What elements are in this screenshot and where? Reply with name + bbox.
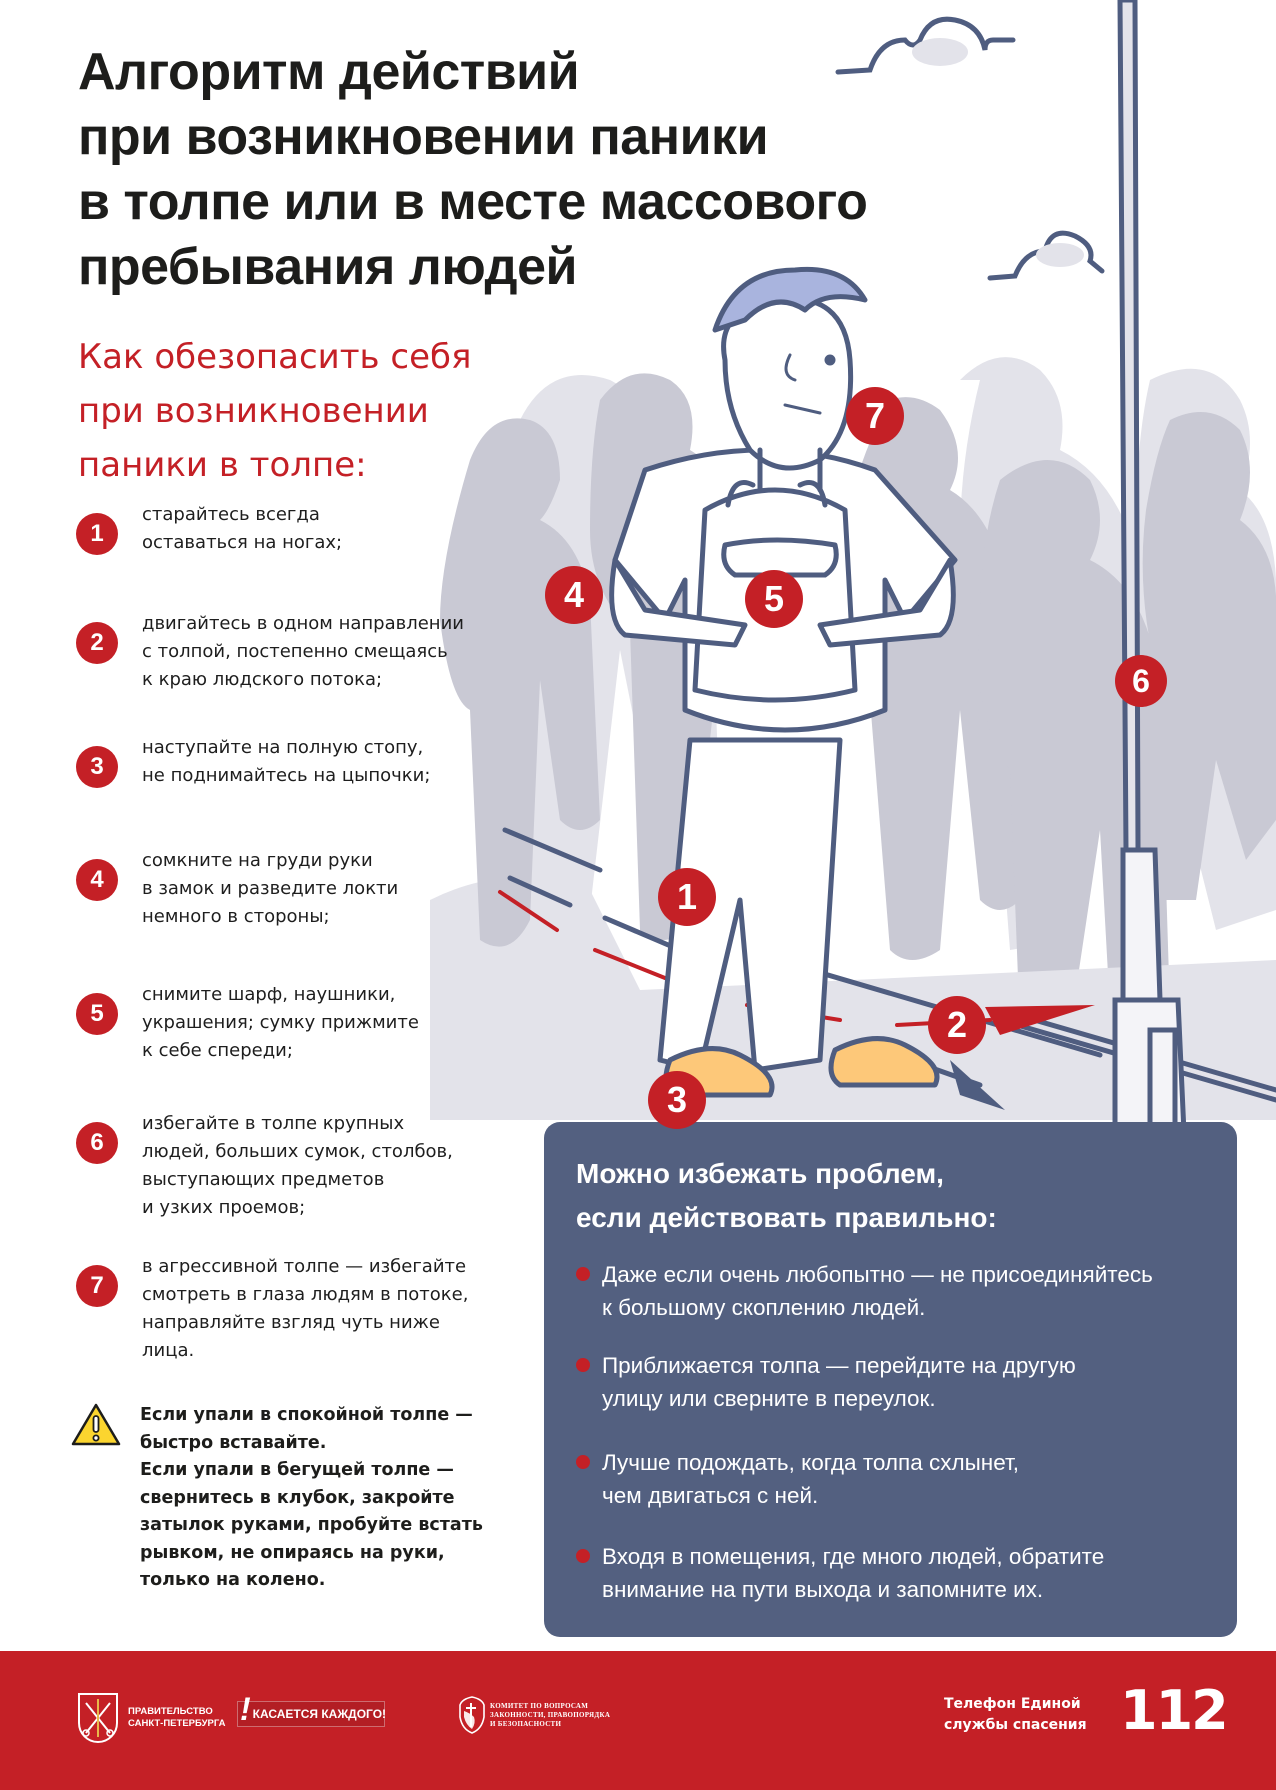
panel-item-line: Даже если очень любопытно — не присоединяйтесь bbox=[602, 1262, 1153, 1287]
emergency-service-label bbox=[944, 1694, 1087, 1736]
title-line: Алгоритм действий bbox=[78, 43, 580, 101]
step-text-line: снимите шарф, наушники, bbox=[142, 984, 396, 1005]
committee-label-line: И БЕЗОПАСНОСТИ bbox=[490, 1719, 562, 1728]
title-line: при возникновении паники bbox=[78, 108, 769, 166]
illustration-badge-6: 6 bbox=[1115, 655, 1167, 707]
step-text bbox=[142, 981, 522, 1065]
step-number-badge: 3 bbox=[76, 746, 118, 788]
step-text-line: наступайте на полную стопу, bbox=[142, 737, 424, 758]
bullet-dot-icon bbox=[576, 1549, 590, 1563]
warning-line: только на колено. bbox=[140, 1570, 326, 1590]
warning-line: свернитесь в клубок, закройте bbox=[140, 1487, 455, 1508]
panel-title-line: если действовать правильно: bbox=[576, 1202, 997, 1233]
gov-label-line: САНКТ-ПЕТЕРБУРГА bbox=[128, 1718, 226, 1729]
subtitle-line: паники в толпе: bbox=[78, 445, 367, 485]
step-text-line: к краю людского потока; bbox=[142, 669, 383, 690]
step-text-line: в агрессивной толпе — избегайте bbox=[142, 1256, 467, 1277]
step-text-line: с толпой, постепенно смещаясь bbox=[142, 641, 448, 662]
title-line: пребывания людей bbox=[78, 238, 577, 296]
crossed-anchors-icon bbox=[80, 1695, 116, 1741]
step-text-line: оставаться на ногах; bbox=[142, 532, 343, 553]
illustration-badge-3: 3 bbox=[648, 1071, 706, 1129]
illustration-badge-5: 5 bbox=[745, 570, 803, 628]
footer-bar bbox=[0, 1651, 1276, 1790]
panel-item-line: Входя в помещения, где много людей, обратите bbox=[602, 1544, 1105, 1569]
campaign-logo bbox=[237, 1691, 387, 1727]
step-number-badge: 4 bbox=[76, 859, 118, 901]
page-title bbox=[78, 40, 867, 300]
campaign-label: КАСАЕТСЯ КАЖДОГО! bbox=[252, 1707, 387, 1721]
subtitle-line: Как обезопасить себя bbox=[78, 337, 472, 377]
spb-government-logo bbox=[78, 1693, 225, 1743]
step-text bbox=[142, 610, 522, 694]
phone-label-line: Телефон Единой bbox=[944, 1696, 1081, 1712]
step-number-badge: 1 bbox=[76, 513, 118, 555]
step-text-line: немного в стороны; bbox=[142, 906, 330, 927]
committee-label bbox=[490, 1702, 610, 1729]
subtitle-line: при возникновении bbox=[78, 391, 429, 431]
section-subtitle bbox=[78, 330, 471, 492]
spb-government-label bbox=[128, 1706, 225, 1730]
panel-title-line: Можно избежать проблем, bbox=[576, 1158, 944, 1189]
warning-line: затылок руками, пробуйте встать bbox=[140, 1515, 483, 1535]
title-line: в толпе или в месте массового bbox=[78, 173, 868, 231]
step-text-line: двигайтесь в одном направлении bbox=[142, 613, 464, 634]
emergency-phone-number: 112 bbox=[1120, 1679, 1227, 1742]
bullet-dot-icon bbox=[576, 1267, 590, 1281]
step-text-line: лица. bbox=[142, 1340, 195, 1361]
bullet-dot-icon bbox=[576, 1358, 590, 1372]
illustration-badge-7: 7 bbox=[846, 387, 904, 445]
step-text-line: выступающих предметов bbox=[142, 1169, 385, 1190]
panel-item-line: чем двигаться с ней. bbox=[602, 1483, 819, 1508]
step-text-line: в замок и разведите локти bbox=[142, 878, 399, 899]
committee-label-line: КОМИТЕТ ПО ВОПРОСАМ bbox=[490, 1701, 589, 1710]
step-text-line: не поднимайтесь на цыпочки; bbox=[142, 765, 431, 786]
step-text-line: смотреть в глаза людям в потоке, bbox=[142, 1284, 469, 1305]
panel-item-text bbox=[602, 1349, 1076, 1415]
step-number-badge: 6 bbox=[76, 1122, 118, 1164]
step-text-line: сомкните на груди руки bbox=[142, 850, 373, 871]
step-text-line: направляйте взгляд чуть ниже bbox=[142, 1312, 440, 1333]
step-text-line: украшения; сумку прижмите bbox=[142, 1012, 419, 1033]
warning-line: рывком, не опираясь на руки, bbox=[140, 1542, 445, 1563]
panel-item-line: Приближается толпа — перейдите на другую bbox=[602, 1353, 1076, 1378]
step-text bbox=[142, 847, 522, 931]
step-text bbox=[142, 734, 522, 790]
step-number-badge: 2 bbox=[76, 622, 118, 664]
step-text-line: людей, больших сумок, столбов, bbox=[142, 1141, 453, 1162]
warning-triangle-icon bbox=[70, 1402, 122, 1448]
warning-line: быстро вставайте. bbox=[140, 1432, 327, 1453]
spb-coat-of-arms-icon bbox=[78, 1693, 118, 1743]
step-text-line: и узких проемов; bbox=[142, 1197, 306, 1218]
panel-item-line: к большому скоплению людей. bbox=[602, 1295, 926, 1320]
step-text-line: избегайте в толпе крупных bbox=[142, 1113, 405, 1134]
panel-item-line: Лучше подождать, когда толпа схлынет, bbox=[602, 1450, 1020, 1475]
panel-item-text bbox=[602, 1258, 1153, 1324]
exclamation-icon: ! bbox=[240, 1691, 251, 1727]
illustration-badge-1: 1 bbox=[658, 868, 716, 926]
panel-item-text bbox=[602, 1540, 1104, 1606]
step-number-badge: 7 bbox=[76, 1265, 118, 1307]
gov-label-line: ПРАВИТЕЛЬСТВО bbox=[128, 1706, 213, 1717]
panel-item-text bbox=[602, 1446, 1019, 1512]
tips-panel bbox=[544, 1122, 1237, 1637]
warning-line: Если упали в бегущей толпе — bbox=[140, 1460, 454, 1480]
warning-line: Если упали в спокойной толпе — bbox=[140, 1405, 473, 1425]
step-text-line: старайтесь всегда bbox=[142, 504, 320, 525]
step-text bbox=[142, 1253, 522, 1365]
panel-item-line: внимание на пути выхода и запомните их. bbox=[602, 1577, 1044, 1602]
step-number-badge: 5 bbox=[76, 993, 118, 1035]
warning-text bbox=[140, 1402, 483, 1595]
panel-title bbox=[576, 1152, 997, 1240]
illustration-badge-4: 4 bbox=[545, 566, 603, 624]
phone-label-line: службы спасения bbox=[944, 1717, 1087, 1733]
illustration-badge-2: 2 bbox=[928, 996, 986, 1054]
step-text bbox=[142, 1110, 522, 1222]
committee-shield-icon bbox=[458, 1695, 486, 1735]
committee-logo bbox=[458, 1695, 610, 1735]
step-text bbox=[142, 501, 522, 557]
panel-item-line: улицу или сверните в переулок. bbox=[602, 1386, 936, 1411]
committee-label-line: ЗАКОННОСТИ, ПРАВОПОРЯДКА bbox=[490, 1710, 611, 1719]
step-text-line: к себе спереди; bbox=[142, 1040, 293, 1061]
bullet-dot-icon bbox=[576, 1455, 590, 1469]
